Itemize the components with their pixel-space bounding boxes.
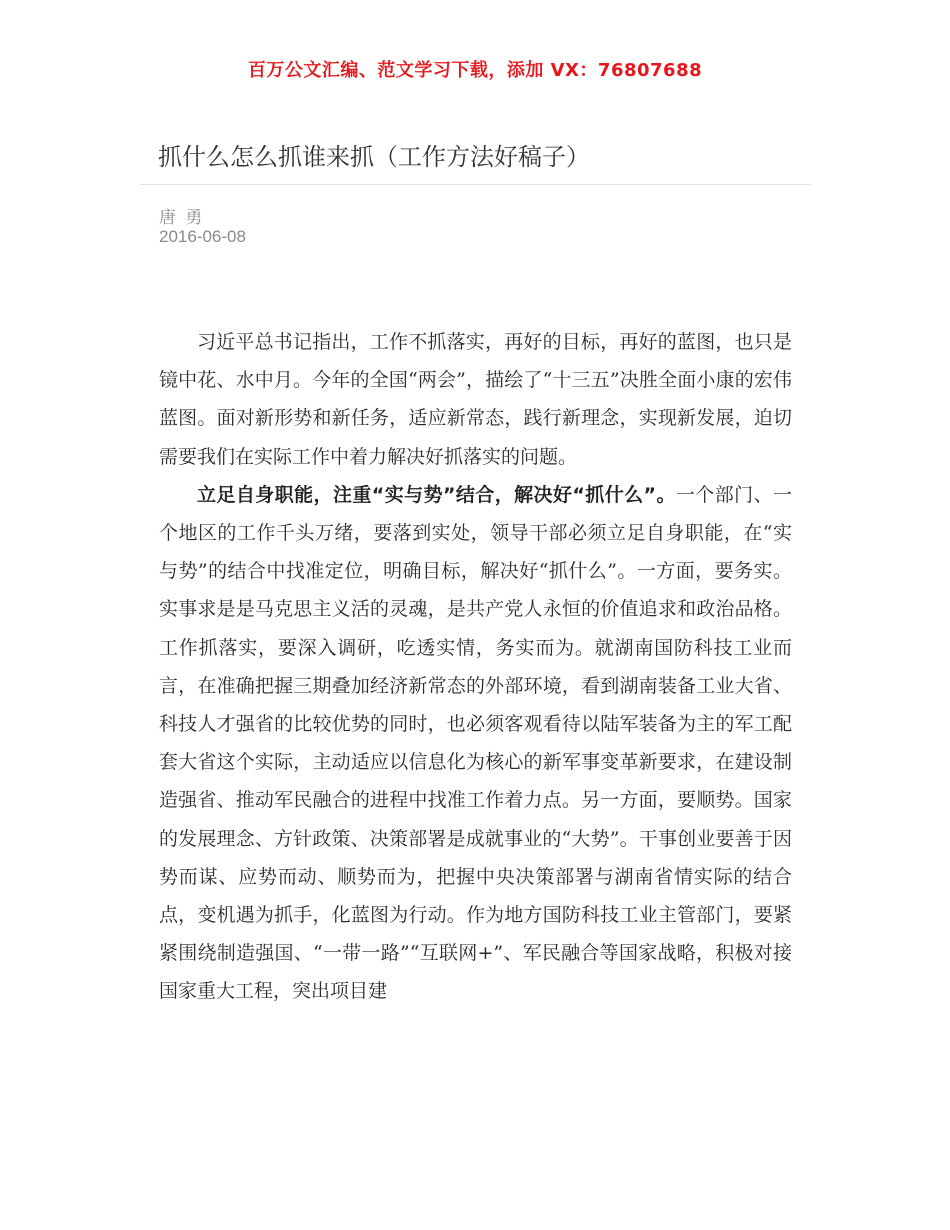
download-banner: 百万公文汇编、范文学习下载，添加 VX：76807688 [247,60,703,81]
article-title: 抓什么怎么抓谁来抓（工作方法好稿子） [158,143,590,171]
article-author: 唐 勇 [159,208,205,228]
article-body [159,323,792,1011]
paragraph-text: 习近平总书记指出，工作不抓落实，再好的目标，再好的蓝图，也只是镜中花、水中月。今年的全国“两会”，描绘了“十三五”决胜全面小康的宏伟蓝图。面对新形势和新任务，适应新常态，践行新理念，实现新发展，迫切需要我们在实际工作中着力解决好抓落实的问题。 [159,331,792,468]
article-date: 2016-06-08 [159,227,246,246]
paragraph-lead-heading: 立足自身职能，注重“实与势”结合，解决好“抓什么”。 [197,483,676,506]
paragraph-text: 一个部门、一个地区的工作千头万绪，要落到实处，领导干部必须立足自身职能，在“实与势”的结合中找准定位，明确目标，解决好“抓什么”。一方面，要务实。实事求是是马克思主义活的灵魂，是共产党人永恒的价值追求和政治品格。工作抓落实，要深入调研，吃透实情，务实而为。就湖南国防科技工业而言，在准确把握三期叠加经济新常态的外部环境，看到湖南装备工业大省、科技人才强省的比较优势的同时，也必须客观看待以陆军装备为主的军工配套大省这个实际，主动适应以信息化为核心的新军事变革新要求，在建设制造强省、推动军民融合的进程中找准工作着力点。另一方面，要顺势。国家的发展理念、方针政策、决策部署是成就事业的“大势”。干事创业要善于因势而谋、应势而动、顺势而为，把握中央决策部署与湖南省情实际的结合点，变机遇为抓手，化蓝图为行动。作为地方国防科技工业主管部门，要紧紧围绕制造强国、“一带一路”“互联网+”、军民融合等国家战略，积极对接国家重大工程，突出项目建 [159,483,792,1003]
title-divider [140,184,811,185]
body-paragraph [159,323,792,476]
body-paragraph [159,476,792,1011]
